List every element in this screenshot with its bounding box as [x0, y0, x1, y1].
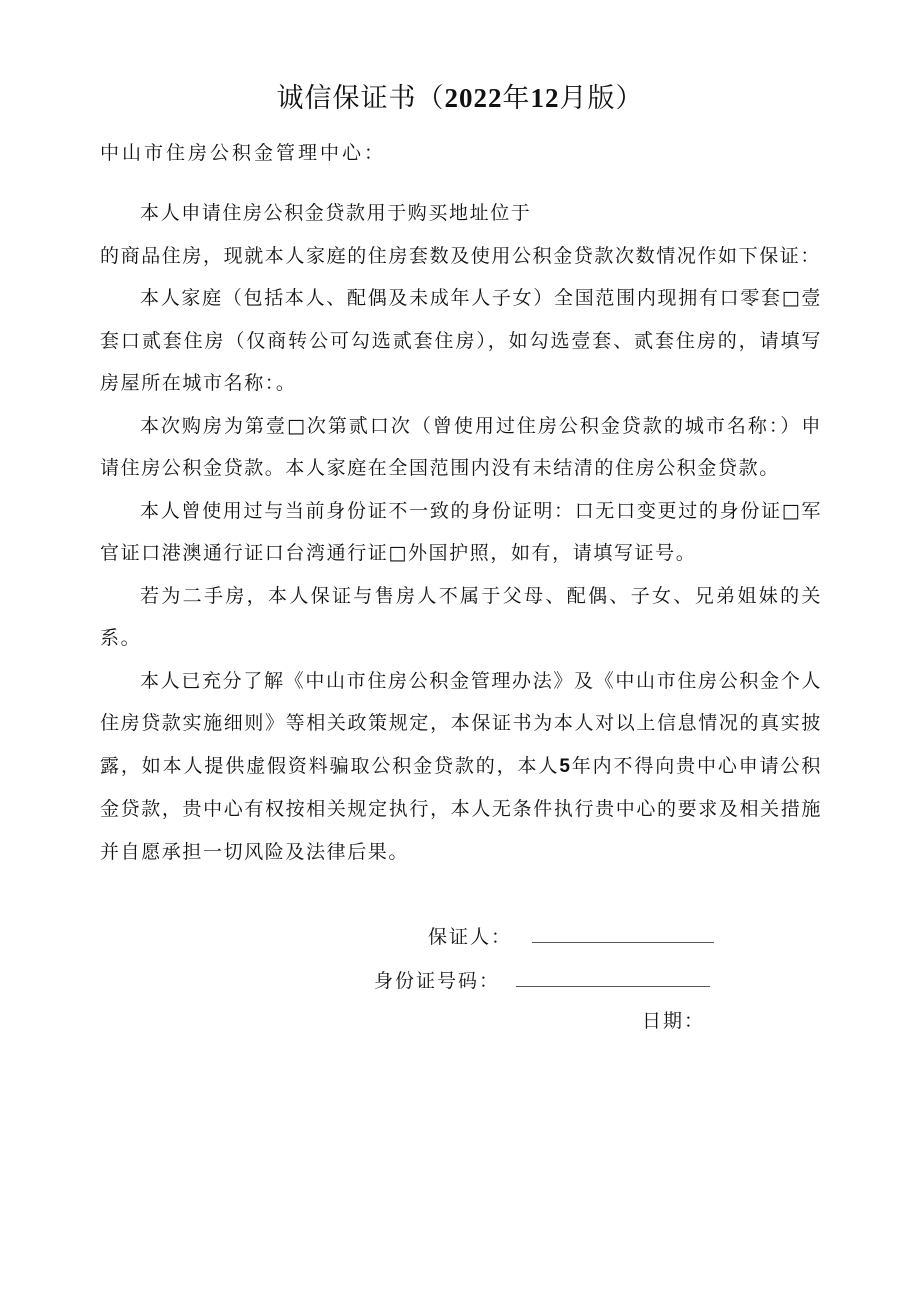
date-label: 日期： [642, 1010, 706, 1032]
page-title [0, 76, 920, 115]
title-mid: 年 [502, 83, 531, 114]
declaration-part-2: 年内不得向贵中心申请公积金贷款，贵中心有权按相关规定执行，本人无条件执行贵中心的要求及相关措施并自愿承担一切风险及法律后果。 [100, 754, 823, 863]
date-row [642, 1006, 705, 1033]
id-number-label: 身份证号码： [374, 970, 501, 992]
paragraph-identity-documents: 本人曾使用过与当前身份证不一致的身份证明：口无口变更过的身份证□军官证口港澳通行证口台湾通行证□外国护照，如有，请填写证号。 [100, 499, 822, 564]
guarantor-signature-line[interactable] [532, 924, 714, 943]
title-month: 12 [530, 83, 560, 113]
document-body [100, 192, 822, 873]
declaration-part-1: 本人已充分了解《中山市住房公积金管理办法》及《中山市住房公积金个人住房贷款实施细则》等相关政策规定，本保证书为本人对以上信息情况的真实披露，如本人提供虚假资料骗取公积金贷款的，本人 [100, 669, 822, 777]
id-number-line[interactable] [516, 968, 710, 987]
id-number-row [374, 966, 710, 993]
guarantor-label: 保证人： [428, 926, 513, 948]
title-year: 2022 [444, 83, 503, 113]
declaration-years: 5 [559, 755, 572, 777]
paragraph-loan-count: 本次购房为第壹□次第贰口次（曾使用过住房公积金贷款的城市名称：）申请住房公积金贷款。本人家庭在全国范围内没有未结清的住房公积金贷款。 [100, 414, 822, 479]
paragraph-declaration [100, 660, 822, 874]
paragraph-second-hand: 若为二手房，本人保证与售房人不属于父母、配偶、子女、兄弟姐妹的关系。 [100, 584, 822, 649]
paragraph-purchase-statement: 的商品住房，现就本人家庭的住房套数及使用公积金贷款次数情况作如下保证： [100, 244, 822, 267]
title-end: 月版） [559, 83, 644, 114]
paragraph-purchase-address: 本人申请住房公积金贷款用于购买地址位于 [140, 202, 532, 224]
addressee: 中山市住房公积金管理中心： [100, 142, 387, 164]
title-main: 诚信保证书（ [276, 83, 445, 114]
paragraph-housing-count: 本人家庭（包括本人、配偶及未成年人子女）全国范围内现拥有口零套□壹套口贰套住房（仅商转公可勾选贰套住房），如勾选壹套、贰套住房的，请填写房屋所在城市名称：。 [100, 287, 822, 394]
guarantor-row [428, 922, 714, 949]
